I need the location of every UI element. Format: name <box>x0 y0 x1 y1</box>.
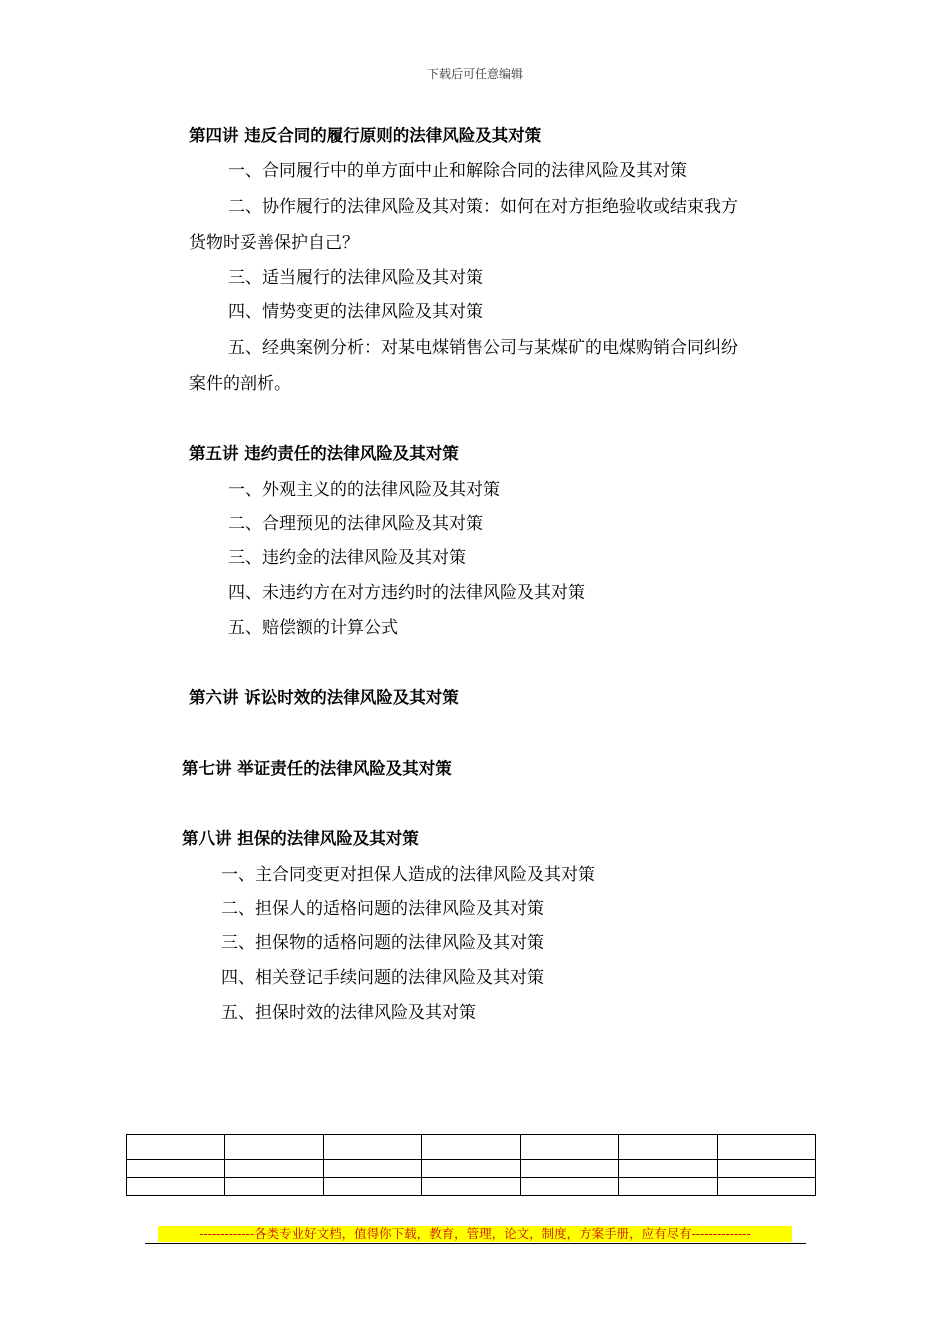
section-8-item-4: 四、相关登记手续问题的法律风险及其对策 <box>221 968 544 988</box>
table-row <box>127 1135 816 1160</box>
section-5-item-5: 五、赔偿额的计算公式 <box>228 618 398 638</box>
table-cell <box>717 1135 815 1160</box>
table-cell <box>520 1135 618 1160</box>
section-8-item-5: 五、担保时效的法律风险及其对策 <box>221 1003 476 1023</box>
table-cell <box>127 1178 225 1196</box>
section-4-item-1: 一、合同履行中的单方面中止和解除合同的法律风险及其对策 <box>228 161 687 181</box>
table-cell <box>619 1160 717 1178</box>
table-cell <box>323 1178 421 1196</box>
section-4-item-4: 四、情势变更的法律风险及其对策 <box>228 302 483 322</box>
table-cell <box>127 1135 225 1160</box>
table-cell <box>520 1160 618 1178</box>
table-cell <box>127 1160 225 1178</box>
table-cell <box>225 1135 323 1160</box>
footer-divider <box>145 1243 806 1244</box>
table-row <box>127 1178 816 1196</box>
section-8-item-1: 一、主合同变更对担保人造成的法律风险及其对策 <box>221 865 595 885</box>
section-4-item-2: 二、协作履行的法律风险及其对策：如何在对方拒绝验收或结束我方 <box>228 197 738 217</box>
section-5-item-1: 一、外观主义的的法律风险及其对策 <box>228 480 500 500</box>
section-4-item-5-continued: 案件的剖析。 <box>189 374 291 394</box>
blank-table <box>126 1134 816 1196</box>
table-row <box>127 1160 816 1178</box>
table-cell <box>422 1160 520 1178</box>
section-4-item-3: 三、适当履行的法律风险及其对策 <box>228 268 483 288</box>
section-4-item-2-continued: 货物时妥善保护自己？ <box>189 233 359 253</box>
table-cell <box>717 1160 815 1178</box>
table-cell <box>619 1135 717 1160</box>
section-5-item-4: 四、未违约方在对方违约时的法律风险及其对策 <box>228 583 585 603</box>
table-cell <box>520 1178 618 1196</box>
section-heading-7: 第七讲 举证责任的法律风险及其对策 <box>182 759 452 778</box>
table-cell <box>323 1135 421 1160</box>
section-8-item-2: 二、担保人的适格问题的法律风险及其对策 <box>221 899 544 919</box>
table-cell <box>717 1178 815 1196</box>
table-cell <box>225 1160 323 1178</box>
table-cell <box>422 1178 520 1196</box>
table-cell <box>225 1178 323 1196</box>
section-5-item-2: 二、合理预见的法律风险及其对策 <box>228 514 483 534</box>
page-header: 下载后可任意编辑 <box>426 67 523 81</box>
section-heading-5: 第五讲 违约责任的法律风险及其对策 <box>189 444 459 463</box>
section-5-item-3: 三、违约金的法律风险及其对策 <box>228 548 466 568</box>
footer-banner: -------------各类专业好文档，值得你下载，教育，管理，论文，制度，方案手册，应有尽有-------------- <box>158 1226 792 1242</box>
section-4-item-5: 五、经典案例分析：对某电煤销售公司与某煤矿的电煤购销合同纠纷 <box>228 338 738 358</box>
table-cell <box>323 1160 421 1178</box>
section-8-item-3: 三、担保物的适格问题的法律风险及其对策 <box>221 933 544 953</box>
section-heading-8: 第八讲 担保的法律风险及其对策 <box>182 829 419 848</box>
section-heading-4: 第四讲 违反合同的履行原则的法律风险及其对策 <box>189 126 542 145</box>
table-cell <box>422 1135 520 1160</box>
section-heading-6: 第六讲 诉讼时效的法律风险及其对策 <box>189 688 459 707</box>
table-cell <box>619 1178 717 1196</box>
